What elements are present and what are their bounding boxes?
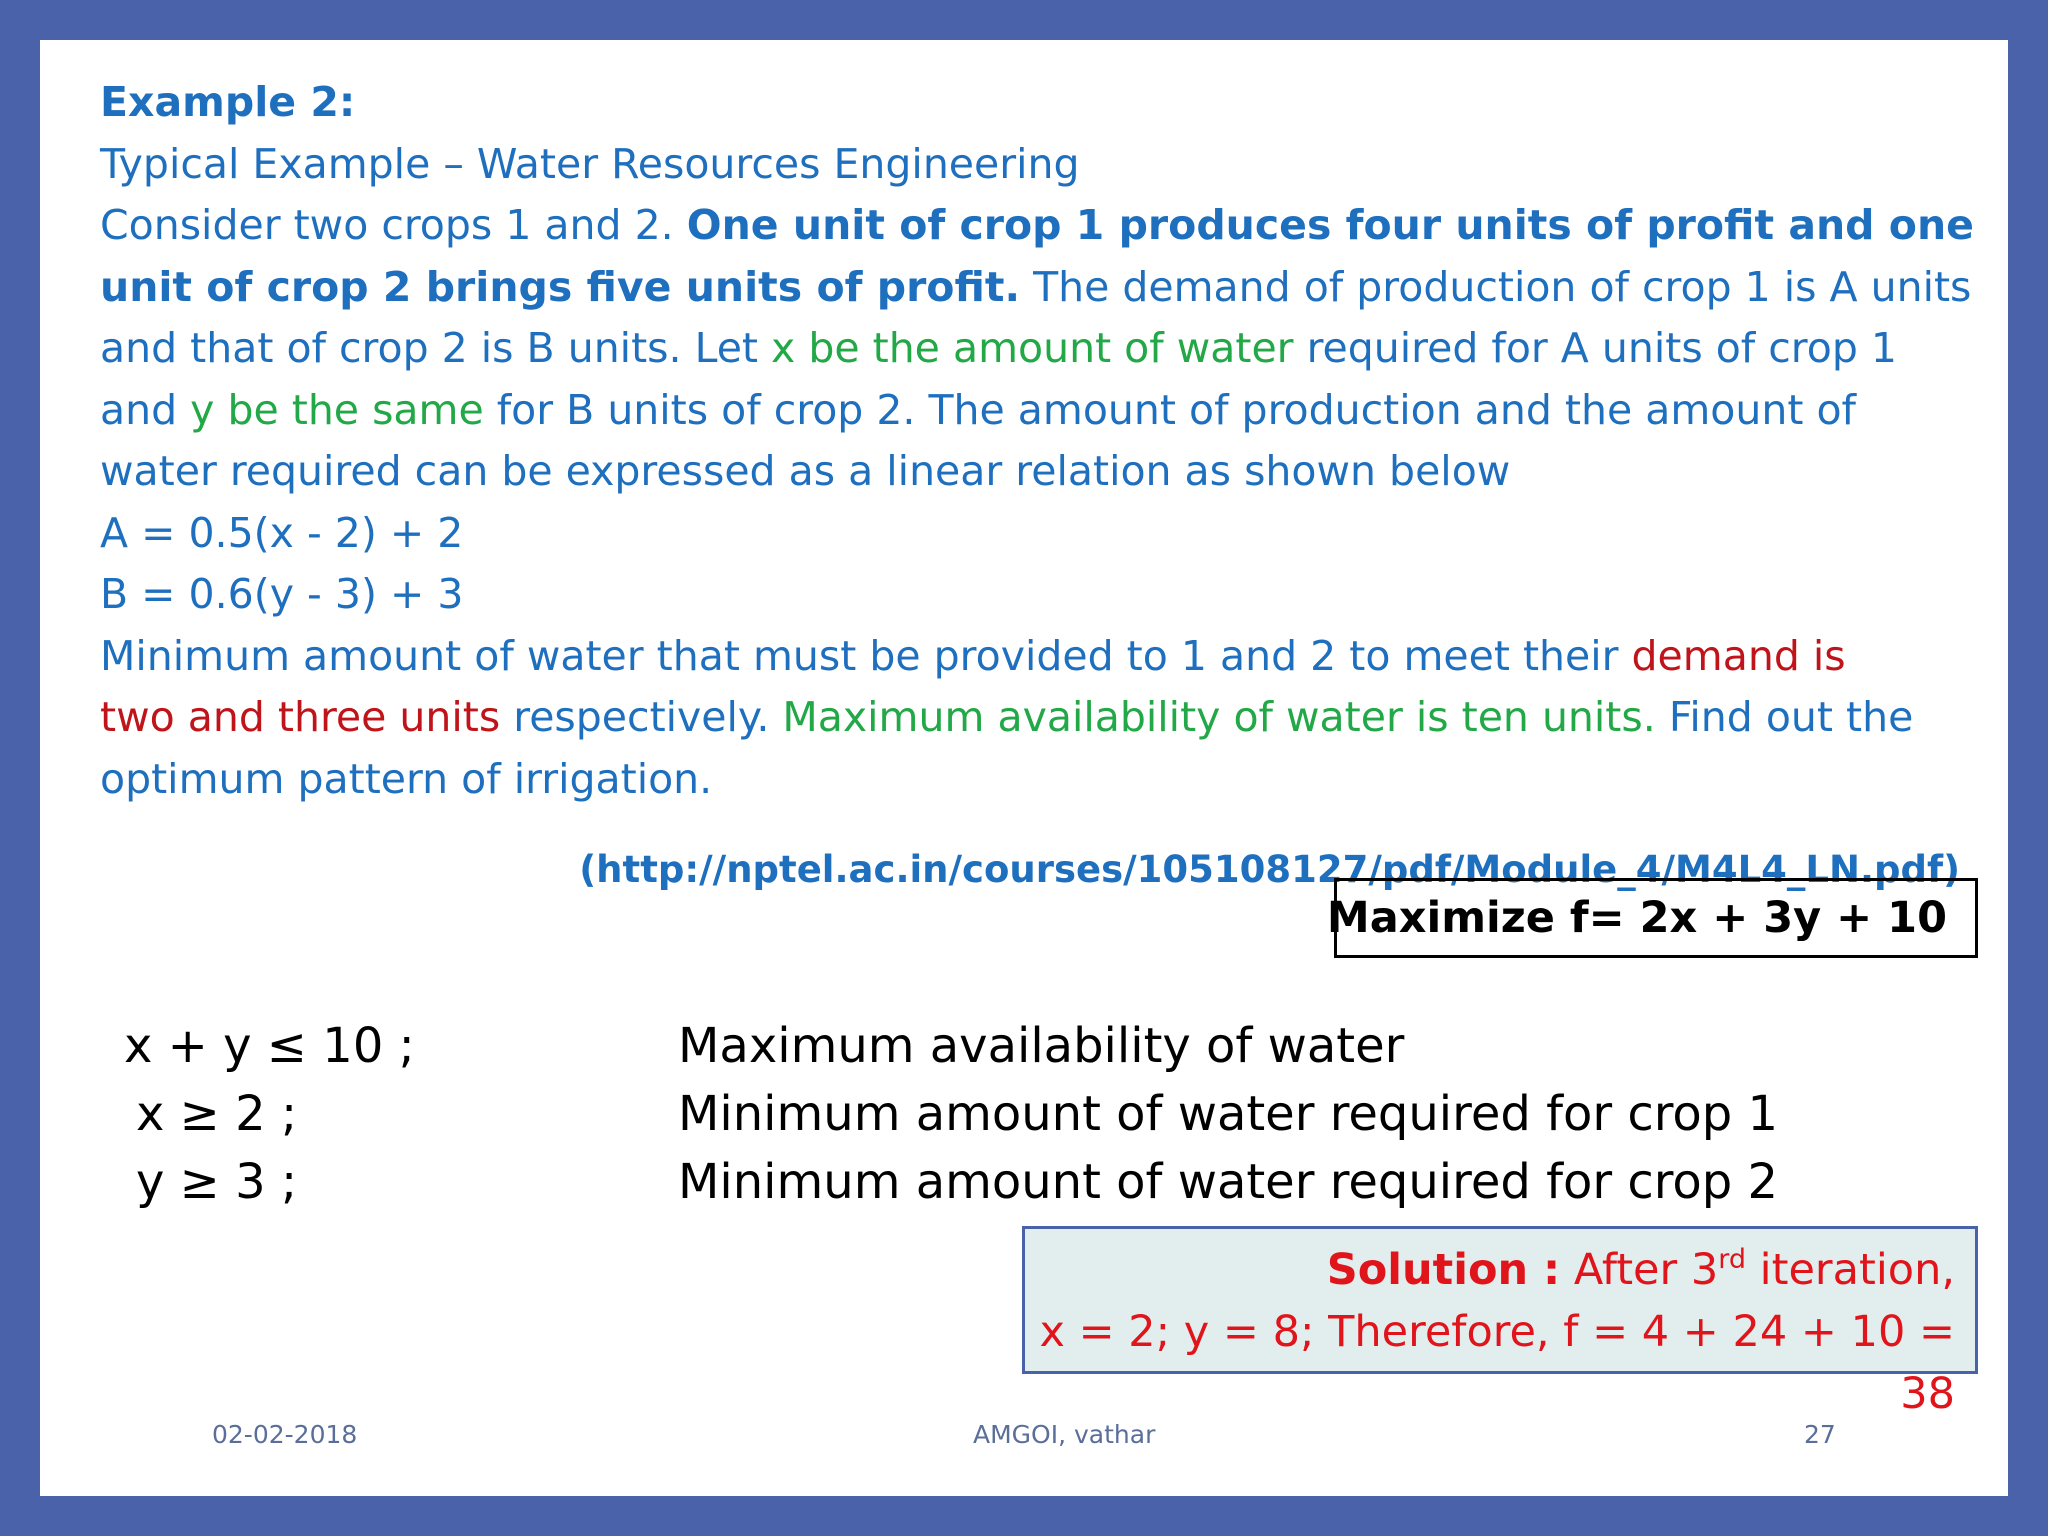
- x-definition: x be the amount of water: [771, 324, 1294, 372]
- footer-page-number: 27: [1804, 1420, 1836, 1449]
- demand-values: two and three units: [100, 693, 501, 741]
- footer-date: 02-02-2018: [212, 1420, 358, 1449]
- min-line-mid: respectively.: [500, 693, 783, 741]
- constraint-row: [124, 1080, 1778, 1148]
- constraint-description: Minimum amount of water required for crop 1: [678, 1086, 1779, 1142]
- solution-result: x = 2; y = 8; Therefore, f = 4 + 24 + 10 = 38: [1039, 1307, 1955, 1419]
- min-line-pre: Minimum amount of water that must be provided to 1 and 2 to meet their: [100, 631, 1632, 680]
- footer-institution: AMGOI, vathar: [973, 1420, 1156, 1449]
- line4-pre: and: [100, 385, 191, 434]
- solution-iteration: iteration,: [1746, 1245, 1955, 1295]
- minimum-line-3: optimum pattern of irrigation.: [100, 754, 713, 803]
- equation-a: A = 0.5(x - 2) + 2: [100, 508, 464, 557]
- solution-line-1: [1025, 1239, 1955, 1301]
- constraint-expression: y ≥ 3 ;: [136, 1154, 298, 1210]
- min-line-post: Find out the: [1655, 693, 1914, 741]
- demand-highlight: demand is: [1631, 631, 1846, 680]
- line3-pre: and that of crop 2 is B units. Let: [100, 324, 772, 372]
- solution-label: Solution :: [1326, 1245, 1561, 1295]
- paragraph-line-1: [100, 195, 1974, 257]
- objective-expression: = 2x + 3y + 10: [1588, 893, 1947, 943]
- constraint-expression: x ≥ 2 ;: [136, 1086, 298, 1142]
- intro-text: Consider two crops 1 and 2.: [100, 201, 687, 249]
- solution-after: After 3: [1560, 1245, 1719, 1295]
- example-subheading: Typical Example – Water Resources Engineering: [100, 139, 1080, 188]
- y-definition: y be the same: [190, 385, 484, 434]
- constraint-description: Maximum availability of water: [678, 1018, 1405, 1074]
- minimum-line-2: [100, 687, 1970, 749]
- constraints-list: [124, 1012, 1778, 1216]
- constraint-description: Minimum amount of water required for crop 2: [678, 1154, 1779, 1210]
- objective-function-box: [1326, 878, 1978, 958]
- example-heading: Example 2:: [100, 78, 356, 126]
- solution-box: [1022, 1226, 1978, 1419]
- constraint-row: [124, 1012, 1778, 1080]
- constraint-row: [124, 1148, 1778, 1216]
- paragraph-line-3: [100, 318, 1970, 380]
- objective-label: Maximize f: [1326, 893, 1589, 943]
- paragraph-line-5: water required can be expressed as a linear relation as shown below: [100, 447, 1511, 495]
- availability-highlight: Maximum availability of water is ten units.: [782, 693, 1656, 741]
- line4-post: for B units of crop 2. The amount of production and the amount of: [483, 385, 1856, 434]
- profit-statement-b: unit of crop 2 brings five units of profit.: [100, 262, 1021, 311]
- equation-b: B = 0.6(y - 3) + 3: [100, 570, 464, 618]
- source-link[interactable]: (http://nptel.ac.in/courses/105108127/pdf/Module_4/M4L4_LN.pdf): [579, 848, 1960, 891]
- line3-post: required for A units of crop 1: [1293, 324, 1897, 372]
- demand-text: The demand of production of crop 1 is A units: [1020, 262, 1972, 311]
- slide: [40, 40, 2008, 1496]
- paragraph-line-2: [100, 257, 1970, 319]
- minimum-line-1: [100, 626, 1970, 688]
- problem-statement: [100, 72, 1974, 810]
- paragraph-line-4: [100, 380, 1970, 442]
- profit-statement-a: One unit of crop 1 produces four units of profit and one: [686, 201, 1974, 249]
- iteration-superscript: rd: [1718, 1244, 1746, 1275]
- constraint-expression: x + y ≤ 10 ;: [124, 1018, 415, 1074]
